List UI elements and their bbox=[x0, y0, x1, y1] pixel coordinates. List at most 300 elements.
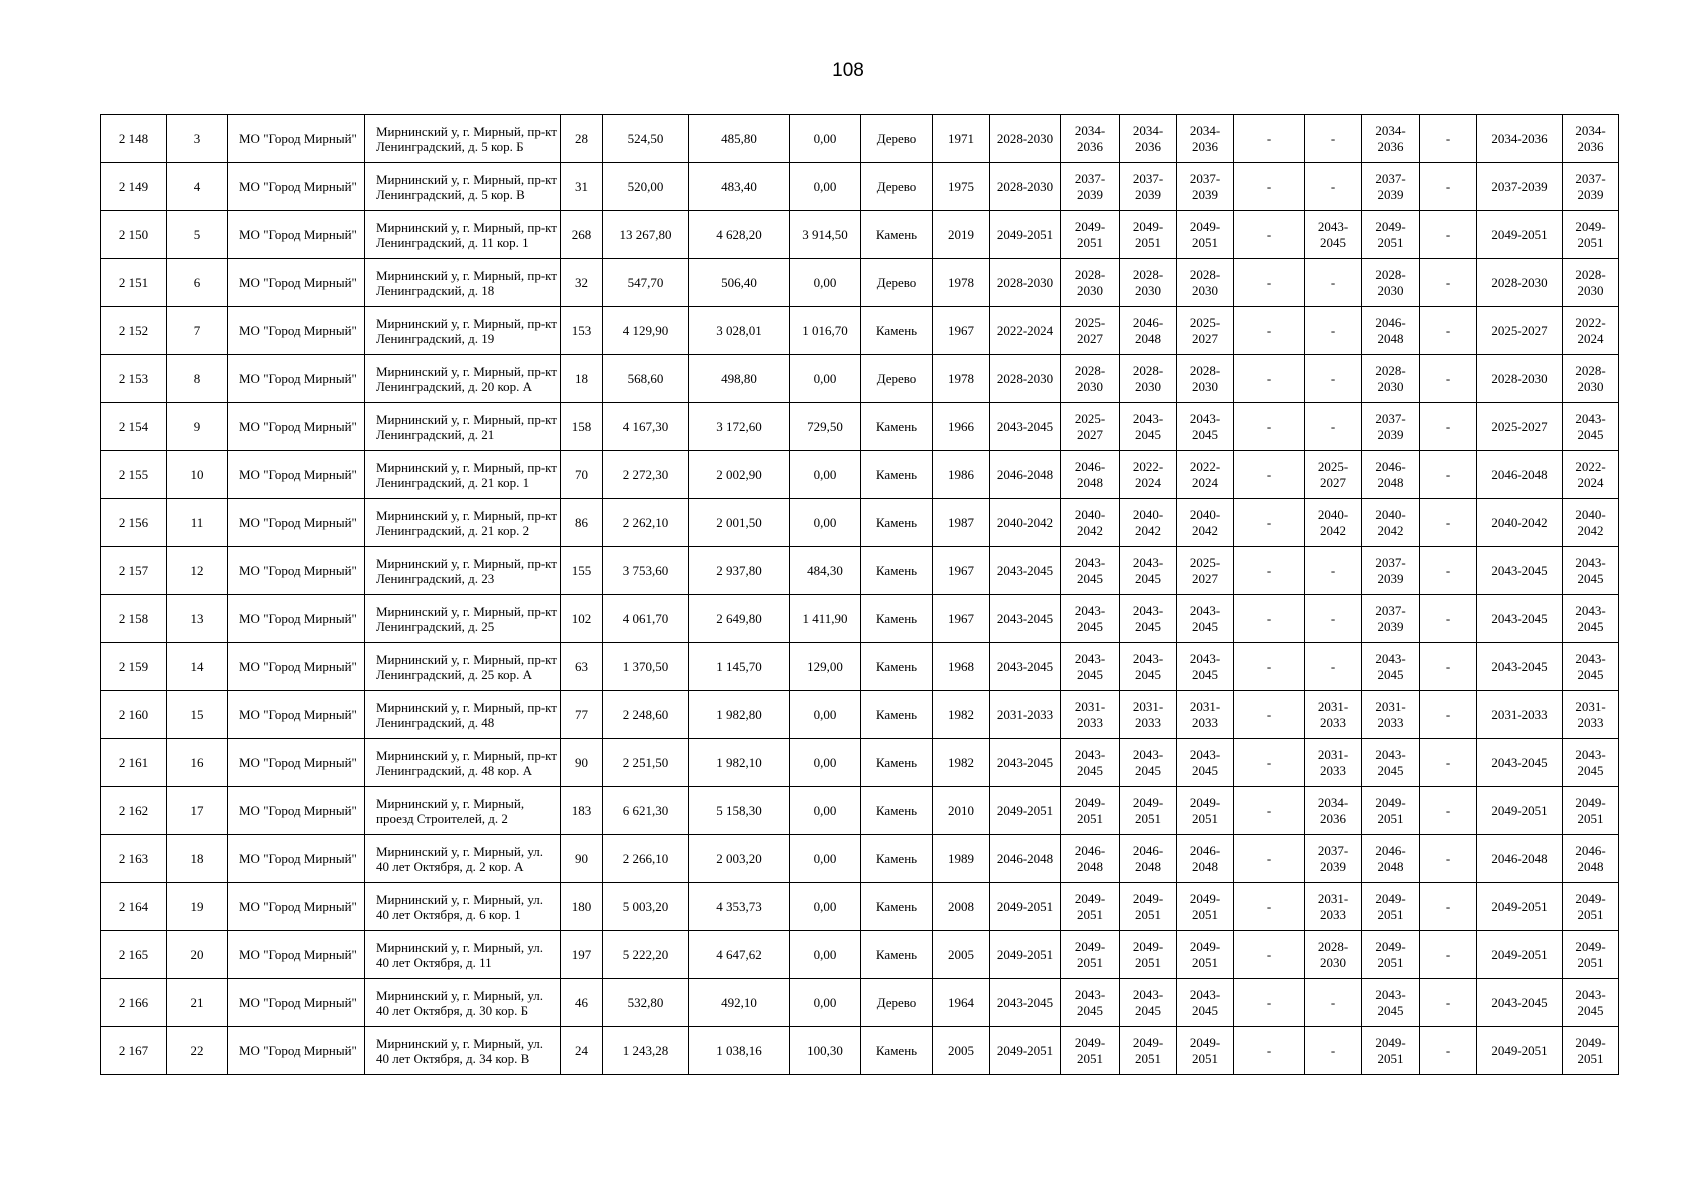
cell-row-number: 13 bbox=[167, 595, 228, 643]
cell-year-built: 2005 bbox=[933, 931, 990, 979]
cell-period-3: 2034-2036 bbox=[1120, 115, 1177, 163]
cell-period-3: 2022-2024 bbox=[1120, 451, 1177, 499]
cell-period-2: 2028-2030 bbox=[1061, 259, 1120, 307]
cell-municipality: МО "Город Мирный" bbox=[228, 547, 365, 595]
cell-living-area: 1 145,70 bbox=[689, 643, 790, 691]
cell-period-4: 2043-2045 bbox=[1177, 739, 1234, 787]
cell-living-area: 492,10 bbox=[689, 979, 790, 1027]
cell-period-1: 2049-2051 bbox=[990, 931, 1061, 979]
cell-period-5: - bbox=[1234, 115, 1305, 163]
cell-residents-count: 155 bbox=[561, 547, 603, 595]
cell-period-3: 2049-2051 bbox=[1120, 1027, 1177, 1075]
cell-period-6: 2040-2042 bbox=[1305, 499, 1362, 547]
cell-wall-material: Камень bbox=[861, 739, 933, 787]
cell-period-2: 2043-2045 bbox=[1061, 547, 1120, 595]
cell-period-7: 2049-2051 bbox=[1362, 211, 1420, 259]
cell-non-living-area: 1 411,90 bbox=[790, 595, 861, 643]
cell-row-number: 12 bbox=[167, 547, 228, 595]
cell-period-2: 2043-2045 bbox=[1061, 739, 1120, 787]
cell-municipality: МО "Город Мирный" bbox=[228, 259, 365, 307]
cell-residents-count: 197 bbox=[561, 931, 603, 979]
cell-non-living-area: 484,30 bbox=[790, 547, 861, 595]
cell-period-9: 2049-2051 bbox=[1477, 1027, 1563, 1075]
cell-row-number: 20 bbox=[167, 931, 228, 979]
cell-period-6: - bbox=[1305, 115, 1362, 163]
cell-period-8: - bbox=[1420, 163, 1477, 211]
cell-period-7: 2040-2042 bbox=[1362, 499, 1420, 547]
cell-period-5: - bbox=[1234, 931, 1305, 979]
cell-municipality: МО "Город Мирный" bbox=[228, 643, 365, 691]
cell-period-4: 2049-2051 bbox=[1177, 883, 1234, 931]
cell-registry-number: 2 157 bbox=[101, 547, 167, 595]
table-row bbox=[101, 307, 1619, 355]
cell-period-5: - bbox=[1234, 499, 1305, 547]
cell-period-8: - bbox=[1420, 403, 1477, 451]
cell-period-6: - bbox=[1305, 979, 1362, 1027]
cell-residents-count: 102 bbox=[561, 595, 603, 643]
cell-period-6: 2031-2033 bbox=[1305, 883, 1362, 931]
cell-period-7: 2031-2033 bbox=[1362, 691, 1420, 739]
cell-period-1: 2049-2051 bbox=[990, 211, 1061, 259]
cell-period-5: - bbox=[1234, 355, 1305, 403]
cell-period-9: 2043-2045 bbox=[1477, 979, 1563, 1027]
cell-period-6: 2028-2030 bbox=[1305, 931, 1362, 979]
cell-residents-count: 31 bbox=[561, 163, 603, 211]
cell-year-built: 1982 bbox=[933, 739, 990, 787]
cell-residents-count: 70 bbox=[561, 451, 603, 499]
cell-period-5: - bbox=[1234, 403, 1305, 451]
cell-period-10: 2022-2024 bbox=[1563, 451, 1619, 499]
cell-year-built: 2019 bbox=[933, 211, 990, 259]
cell-period-4: 2022-2024 bbox=[1177, 451, 1234, 499]
cell-period-3: 2049-2051 bbox=[1120, 211, 1177, 259]
cell-wall-material: Дерево bbox=[861, 979, 933, 1027]
cell-living-area: 1 038,16 bbox=[689, 1027, 790, 1075]
table-row bbox=[101, 211, 1619, 259]
cell-registry-number: 2 156 bbox=[101, 499, 167, 547]
cell-period-8: - bbox=[1420, 835, 1477, 883]
cell-address: Мирнинский у, г. Мирный, пр-кт Ленинградский, д. 48 кор. А bbox=[365, 739, 561, 787]
cell-period-1: 2043-2045 bbox=[990, 739, 1061, 787]
cell-period-6: 2031-2033 bbox=[1305, 691, 1362, 739]
cell-period-2: 2043-2045 bbox=[1061, 643, 1120, 691]
cell-wall-material: Камень bbox=[861, 211, 933, 259]
cell-period-5: - bbox=[1234, 547, 1305, 595]
cell-living-area: 2 002,90 bbox=[689, 451, 790, 499]
cell-period-2: 2049-2051 bbox=[1061, 883, 1120, 931]
table-row bbox=[101, 403, 1619, 451]
cell-living-area: 1 982,80 bbox=[689, 691, 790, 739]
cell-year-built: 2010 bbox=[933, 787, 990, 835]
cell-period-1: 2046-2048 bbox=[990, 835, 1061, 883]
cell-period-2: 2049-2051 bbox=[1061, 211, 1120, 259]
cell-period-1: 2028-2030 bbox=[990, 115, 1061, 163]
cell-period-7: 2037-2039 bbox=[1362, 547, 1420, 595]
cell-period-3: 2040-2042 bbox=[1120, 499, 1177, 547]
cell-non-living-area: 1 016,70 bbox=[790, 307, 861, 355]
cell-address: Мирнинский у, г. Мирный, пр-кт Ленинградский, д. 25 кор. А bbox=[365, 643, 561, 691]
cell-period-5: - bbox=[1234, 307, 1305, 355]
cell-address: Мирнинский у, г. Мирный, пр-кт Ленинградский, д. 20 кор. А bbox=[365, 355, 561, 403]
cell-period-6: - bbox=[1305, 643, 1362, 691]
cell-wall-material: Дерево bbox=[861, 115, 933, 163]
cell-total-area: 2 266,10 bbox=[603, 835, 689, 883]
cell-period-7: 2028-2030 bbox=[1362, 355, 1420, 403]
cell-period-4: 2028-2030 bbox=[1177, 355, 1234, 403]
cell-period-6: - bbox=[1305, 547, 1362, 595]
cell-non-living-area: 0,00 bbox=[790, 931, 861, 979]
cell-period-5: - bbox=[1234, 1027, 1305, 1075]
cell-total-area: 5 222,20 bbox=[603, 931, 689, 979]
cell-period-10: 2043-2045 bbox=[1563, 979, 1619, 1027]
cell-period-8: - bbox=[1420, 499, 1477, 547]
cell-period-8: - bbox=[1420, 115, 1477, 163]
cell-period-8: - bbox=[1420, 1027, 1477, 1075]
cell-living-area: 485,80 bbox=[689, 115, 790, 163]
cell-period-6: 2043-2045 bbox=[1305, 211, 1362, 259]
cell-municipality: МО "Город Мирный" bbox=[228, 403, 365, 451]
cell-period-5: - bbox=[1234, 979, 1305, 1027]
cell-period-9: 2049-2051 bbox=[1477, 787, 1563, 835]
cell-year-built: 1989 bbox=[933, 835, 990, 883]
cell-period-5: - bbox=[1234, 883, 1305, 931]
cell-non-living-area: 0,00 bbox=[790, 499, 861, 547]
cell-living-area: 2 003,20 bbox=[689, 835, 790, 883]
cell-residents-count: 180 bbox=[561, 883, 603, 931]
cell-period-9: 2043-2045 bbox=[1477, 643, 1563, 691]
cell-row-number: 8 bbox=[167, 355, 228, 403]
cell-period-8: - bbox=[1420, 691, 1477, 739]
cell-non-living-area: 0,00 bbox=[790, 979, 861, 1027]
cell-period-2: 2025-2027 bbox=[1061, 403, 1120, 451]
cell-period-2: 2043-2045 bbox=[1061, 979, 1120, 1027]
cell-wall-material: Камень bbox=[861, 643, 933, 691]
cell-period-10: 2049-2051 bbox=[1563, 931, 1619, 979]
cell-year-built: 1967 bbox=[933, 595, 990, 643]
cell-living-area: 4 628,20 bbox=[689, 211, 790, 259]
cell-living-area: 4 647,62 bbox=[689, 931, 790, 979]
cell-year-built: 2008 bbox=[933, 883, 990, 931]
cell-living-area: 3 172,60 bbox=[689, 403, 790, 451]
cell-address: Мирнинский у, г. Мирный, пр-кт Ленинградский, д. 25 bbox=[365, 595, 561, 643]
cell-period-4: 2043-2045 bbox=[1177, 403, 1234, 451]
cell-address: Мирнинский у, г. Мирный, пр-кт Ленинградский, д. 5 кор. В bbox=[365, 163, 561, 211]
cell-total-area: 2 251,50 bbox=[603, 739, 689, 787]
cell-period-7: 2049-2051 bbox=[1362, 1027, 1420, 1075]
cell-registry-number: 2 148 bbox=[101, 115, 167, 163]
cell-wall-material: Камень bbox=[861, 307, 933, 355]
cell-total-area: 13 267,80 bbox=[603, 211, 689, 259]
cell-period-6: - bbox=[1305, 307, 1362, 355]
cell-row-number: 21 bbox=[167, 979, 228, 1027]
cell-living-area: 498,80 bbox=[689, 355, 790, 403]
cell-non-living-area: 0,00 bbox=[790, 355, 861, 403]
table-row bbox=[101, 835, 1619, 883]
cell-municipality: МО "Город Мирный" bbox=[228, 115, 365, 163]
table-row bbox=[101, 1027, 1619, 1075]
cell-residents-count: 90 bbox=[561, 739, 603, 787]
cell-total-area: 547,70 bbox=[603, 259, 689, 307]
cell-period-9: 2025-2027 bbox=[1477, 403, 1563, 451]
table-row bbox=[101, 691, 1619, 739]
cell-municipality: МО "Город Мирный" bbox=[228, 163, 365, 211]
cell-registry-number: 2 153 bbox=[101, 355, 167, 403]
cell-period-5: - bbox=[1234, 451, 1305, 499]
cell-period-3: 2046-2048 bbox=[1120, 835, 1177, 883]
cell-residents-count: 268 bbox=[561, 211, 603, 259]
cell-residents-count: 86 bbox=[561, 499, 603, 547]
cell-period-4: 2037-2039 bbox=[1177, 163, 1234, 211]
cell-period-4: 2049-2051 bbox=[1177, 931, 1234, 979]
cell-period-1: 2043-2045 bbox=[990, 979, 1061, 1027]
cell-period-1: 2043-2045 bbox=[990, 547, 1061, 595]
cell-residents-count: 158 bbox=[561, 403, 603, 451]
cell-period-10: 2049-2051 bbox=[1563, 211, 1619, 259]
cell-non-living-area: 0,00 bbox=[790, 739, 861, 787]
cell-period-10: 2028-2030 bbox=[1563, 355, 1619, 403]
table-row bbox=[101, 451, 1619, 499]
cell-period-10: 2043-2045 bbox=[1563, 595, 1619, 643]
cell-address: Мирнинский у, г. Мирный, ул. 40 лет Октября, д. 6 кор. 1 bbox=[365, 883, 561, 931]
cell-period-4: 2034-2036 bbox=[1177, 115, 1234, 163]
cell-period-7: 2046-2048 bbox=[1362, 835, 1420, 883]
cell-period-2: 2049-2051 bbox=[1061, 931, 1120, 979]
cell-period-3: 2028-2030 bbox=[1120, 259, 1177, 307]
cell-period-2: 2049-2051 bbox=[1061, 1027, 1120, 1075]
cell-period-7: 2034-2036 bbox=[1362, 115, 1420, 163]
cell-row-number: 22 bbox=[167, 1027, 228, 1075]
cell-period-1: 2046-2048 bbox=[990, 451, 1061, 499]
cell-registry-number: 2 149 bbox=[101, 163, 167, 211]
cell-registry-number: 2 162 bbox=[101, 787, 167, 835]
cell-total-area: 532,80 bbox=[603, 979, 689, 1027]
cell-registry-number: 2 154 bbox=[101, 403, 167, 451]
cell-period-10: 2049-2051 bbox=[1563, 1027, 1619, 1075]
register-body bbox=[101, 115, 1619, 1075]
table-row bbox=[101, 259, 1619, 307]
table-row bbox=[101, 355, 1619, 403]
table-row bbox=[101, 115, 1619, 163]
cell-wall-material: Камень bbox=[861, 883, 933, 931]
table-row bbox=[101, 739, 1619, 787]
cell-period-4: 2031-2033 bbox=[1177, 691, 1234, 739]
cell-registry-number: 2 155 bbox=[101, 451, 167, 499]
cell-total-area: 520,00 bbox=[603, 163, 689, 211]
cell-period-7: 2037-2039 bbox=[1362, 595, 1420, 643]
cell-period-1: 2049-2051 bbox=[990, 787, 1061, 835]
cell-year-built: 1975 bbox=[933, 163, 990, 211]
table-row bbox=[101, 931, 1619, 979]
cell-period-5: - bbox=[1234, 835, 1305, 883]
cell-address: Мирнинский у, г. Мирный, пр-кт Ленинградский, д. 11 кор. 1 bbox=[365, 211, 561, 259]
cell-row-number: 11 bbox=[167, 499, 228, 547]
cell-municipality: МО "Город Мирный" bbox=[228, 1027, 365, 1075]
cell-period-4: 2046-2048 bbox=[1177, 835, 1234, 883]
cell-wall-material: Дерево bbox=[861, 163, 933, 211]
cell-period-3: 2046-2048 bbox=[1120, 307, 1177, 355]
cell-non-living-area: 0,00 bbox=[790, 883, 861, 931]
cell-period-7: 2049-2051 bbox=[1362, 883, 1420, 931]
table-row bbox=[101, 643, 1619, 691]
cell-residents-count: 153 bbox=[561, 307, 603, 355]
cell-period-4: 2043-2045 bbox=[1177, 979, 1234, 1027]
cell-row-number: 10 bbox=[167, 451, 228, 499]
cell-year-built: 1964 bbox=[933, 979, 990, 1027]
cell-non-living-area: 0,00 bbox=[790, 787, 861, 835]
cell-period-6: - bbox=[1305, 403, 1362, 451]
cell-period-4: 2025-2027 bbox=[1177, 547, 1234, 595]
cell-period-10: 2037-2039 bbox=[1563, 163, 1619, 211]
cell-registry-number: 2 152 bbox=[101, 307, 167, 355]
cell-municipality: МО "Город Мирный" bbox=[228, 883, 365, 931]
cell-row-number: 3 bbox=[167, 115, 228, 163]
cell-municipality: МО "Город Мирный" bbox=[228, 835, 365, 883]
cell-registry-number: 2 164 bbox=[101, 883, 167, 931]
cell-period-9: 2028-2030 bbox=[1477, 355, 1563, 403]
cell-period-10: 2040-2042 bbox=[1563, 499, 1619, 547]
cell-period-1: 2043-2045 bbox=[990, 595, 1061, 643]
cell-municipality: МО "Город Мирный" bbox=[228, 979, 365, 1027]
cell-period-9: 2037-2039 bbox=[1477, 163, 1563, 211]
cell-period-1: 2040-2042 bbox=[990, 499, 1061, 547]
cell-period-2: 2049-2051 bbox=[1061, 787, 1120, 835]
cell-total-area: 4 129,90 bbox=[603, 307, 689, 355]
cell-address: Мирнинский у, г. Мирный, ул. 40 лет Октября, д. 30 кор. Б bbox=[365, 979, 561, 1027]
cell-period-8: - bbox=[1420, 643, 1477, 691]
cell-period-4: 2043-2045 bbox=[1177, 643, 1234, 691]
cell-living-area: 2 649,80 bbox=[689, 595, 790, 643]
cell-total-area: 2 272,30 bbox=[603, 451, 689, 499]
cell-living-area: 2 937,80 bbox=[689, 547, 790, 595]
cell-total-area: 2 262,10 bbox=[603, 499, 689, 547]
cell-living-area: 506,40 bbox=[689, 259, 790, 307]
cell-period-2: 2040-2042 bbox=[1061, 499, 1120, 547]
cell-living-area: 5 158,30 bbox=[689, 787, 790, 835]
cell-non-living-area: 0,00 bbox=[790, 163, 861, 211]
cell-municipality: МО "Город Мирный" bbox=[228, 211, 365, 259]
table-row bbox=[101, 883, 1619, 931]
cell-period-1: 2043-2045 bbox=[990, 403, 1061, 451]
table-row bbox=[101, 787, 1619, 835]
cell-municipality: МО "Город Мирный" bbox=[228, 451, 365, 499]
cell-period-7: 2046-2048 bbox=[1362, 307, 1420, 355]
cell-living-area: 2 001,50 bbox=[689, 499, 790, 547]
cell-wall-material: Дерево bbox=[861, 259, 933, 307]
cell-period-8: - bbox=[1420, 307, 1477, 355]
cell-period-10: 2022-2024 bbox=[1563, 307, 1619, 355]
page-number: 108 bbox=[832, 60, 864, 81]
cell-period-6: 2037-2039 bbox=[1305, 835, 1362, 883]
cell-period-10: 2034-2036 bbox=[1563, 115, 1619, 163]
cell-municipality: МО "Город Мирный" bbox=[228, 739, 365, 787]
cell-living-area: 1 982,10 bbox=[689, 739, 790, 787]
cell-period-2: 2031-2033 bbox=[1061, 691, 1120, 739]
cell-row-number: 16 bbox=[167, 739, 228, 787]
cell-period-9: 2043-2045 bbox=[1477, 739, 1563, 787]
cell-wall-material: Камень bbox=[861, 691, 933, 739]
cell-address: Мирнинский у, г. Мирный, ул. 40 лет Октября, д. 11 bbox=[365, 931, 561, 979]
housing-register-table bbox=[100, 114, 1619, 1075]
cell-wall-material: Камень bbox=[861, 931, 933, 979]
cell-row-number: 19 bbox=[167, 883, 228, 931]
cell-period-8: - bbox=[1420, 931, 1477, 979]
cell-wall-material: Камень bbox=[861, 451, 933, 499]
cell-period-3: 2037-2039 bbox=[1120, 163, 1177, 211]
cell-non-living-area: 0,00 bbox=[790, 259, 861, 307]
cell-address: Мирнинский у, г. Мирный, пр-кт Ленинградский, д. 21 bbox=[365, 403, 561, 451]
cell-period-10: 2031-2033 bbox=[1563, 691, 1619, 739]
cell-period-1: 2028-2030 bbox=[990, 355, 1061, 403]
cell-period-8: - bbox=[1420, 211, 1477, 259]
cell-period-8: - bbox=[1420, 595, 1477, 643]
cell-period-4: 2028-2030 bbox=[1177, 259, 1234, 307]
cell-registry-number: 2 166 bbox=[101, 979, 167, 1027]
cell-period-3: 2043-2045 bbox=[1120, 595, 1177, 643]
cell-address: Мирнинский у, г. Мирный, пр-кт Ленинградский, д. 48 bbox=[365, 691, 561, 739]
cell-period-10: 2046-2048 bbox=[1563, 835, 1619, 883]
cell-residents-count: 32 bbox=[561, 259, 603, 307]
cell-year-built: 1966 bbox=[933, 403, 990, 451]
cell-period-8: - bbox=[1420, 547, 1477, 595]
cell-total-area: 3 753,60 bbox=[603, 547, 689, 595]
cell-registry-number: 2 163 bbox=[101, 835, 167, 883]
cell-period-9: 2025-2027 bbox=[1477, 307, 1563, 355]
cell-period-7: 2028-2030 bbox=[1362, 259, 1420, 307]
cell-municipality: МО "Город Мирный" bbox=[228, 355, 365, 403]
cell-living-area: 4 353,73 bbox=[689, 883, 790, 931]
cell-municipality: МО "Город Мирный" bbox=[228, 787, 365, 835]
cell-period-5: - bbox=[1234, 691, 1305, 739]
cell-address: Мирнинский у, г. Мирный, пр-кт Ленинградский, д. 23 bbox=[365, 547, 561, 595]
cell-total-area: 568,60 bbox=[603, 355, 689, 403]
cell-period-8: - bbox=[1420, 787, 1477, 835]
cell-period-1: 2028-2030 bbox=[990, 259, 1061, 307]
cell-period-4: 2040-2042 bbox=[1177, 499, 1234, 547]
cell-period-2: 2043-2045 bbox=[1061, 595, 1120, 643]
cell-registry-number: 2 160 bbox=[101, 691, 167, 739]
cell-period-6: - bbox=[1305, 1027, 1362, 1075]
cell-period-5: - bbox=[1234, 739, 1305, 787]
cell-period-2: 2037-2039 bbox=[1061, 163, 1120, 211]
cell-total-area: 6 621,30 bbox=[603, 787, 689, 835]
cell-period-8: - bbox=[1420, 883, 1477, 931]
cell-total-area: 4 061,70 bbox=[603, 595, 689, 643]
cell-period-5: - bbox=[1234, 787, 1305, 835]
cell-period-5: - bbox=[1234, 163, 1305, 211]
cell-municipality: МО "Город Мирный" bbox=[228, 307, 365, 355]
cell-period-5: - bbox=[1234, 259, 1305, 307]
cell-period-7: 2049-2051 bbox=[1362, 931, 1420, 979]
cell-year-built: 1978 bbox=[933, 355, 990, 403]
cell-period-9: 2046-2048 bbox=[1477, 451, 1563, 499]
cell-address: Мирнинский у, г. Мирный, пр-кт Ленинградский, д. 5 кор. Б bbox=[365, 115, 561, 163]
cell-wall-material: Камень bbox=[861, 787, 933, 835]
cell-address: Мирнинский у, г. Мирный, пр-кт Ленинградский, д. 21 кор. 2 bbox=[365, 499, 561, 547]
cell-period-3: 2049-2051 bbox=[1120, 931, 1177, 979]
cell-period-1: 2049-2051 bbox=[990, 1027, 1061, 1075]
cell-residents-count: 18 bbox=[561, 355, 603, 403]
cell-period-6: 2025-2027 bbox=[1305, 451, 1362, 499]
cell-residents-count: 46 bbox=[561, 979, 603, 1027]
cell-period-9: 2043-2045 bbox=[1477, 595, 1563, 643]
cell-period-8: - bbox=[1420, 979, 1477, 1027]
cell-period-7: 2049-2051 bbox=[1362, 787, 1420, 835]
cell-living-area: 3 028,01 bbox=[689, 307, 790, 355]
cell-period-10: 2028-2030 bbox=[1563, 259, 1619, 307]
cell-residents-count: 24 bbox=[561, 1027, 603, 1075]
cell-period-6: - bbox=[1305, 163, 1362, 211]
cell-municipality: МО "Город Мирный" bbox=[228, 931, 365, 979]
